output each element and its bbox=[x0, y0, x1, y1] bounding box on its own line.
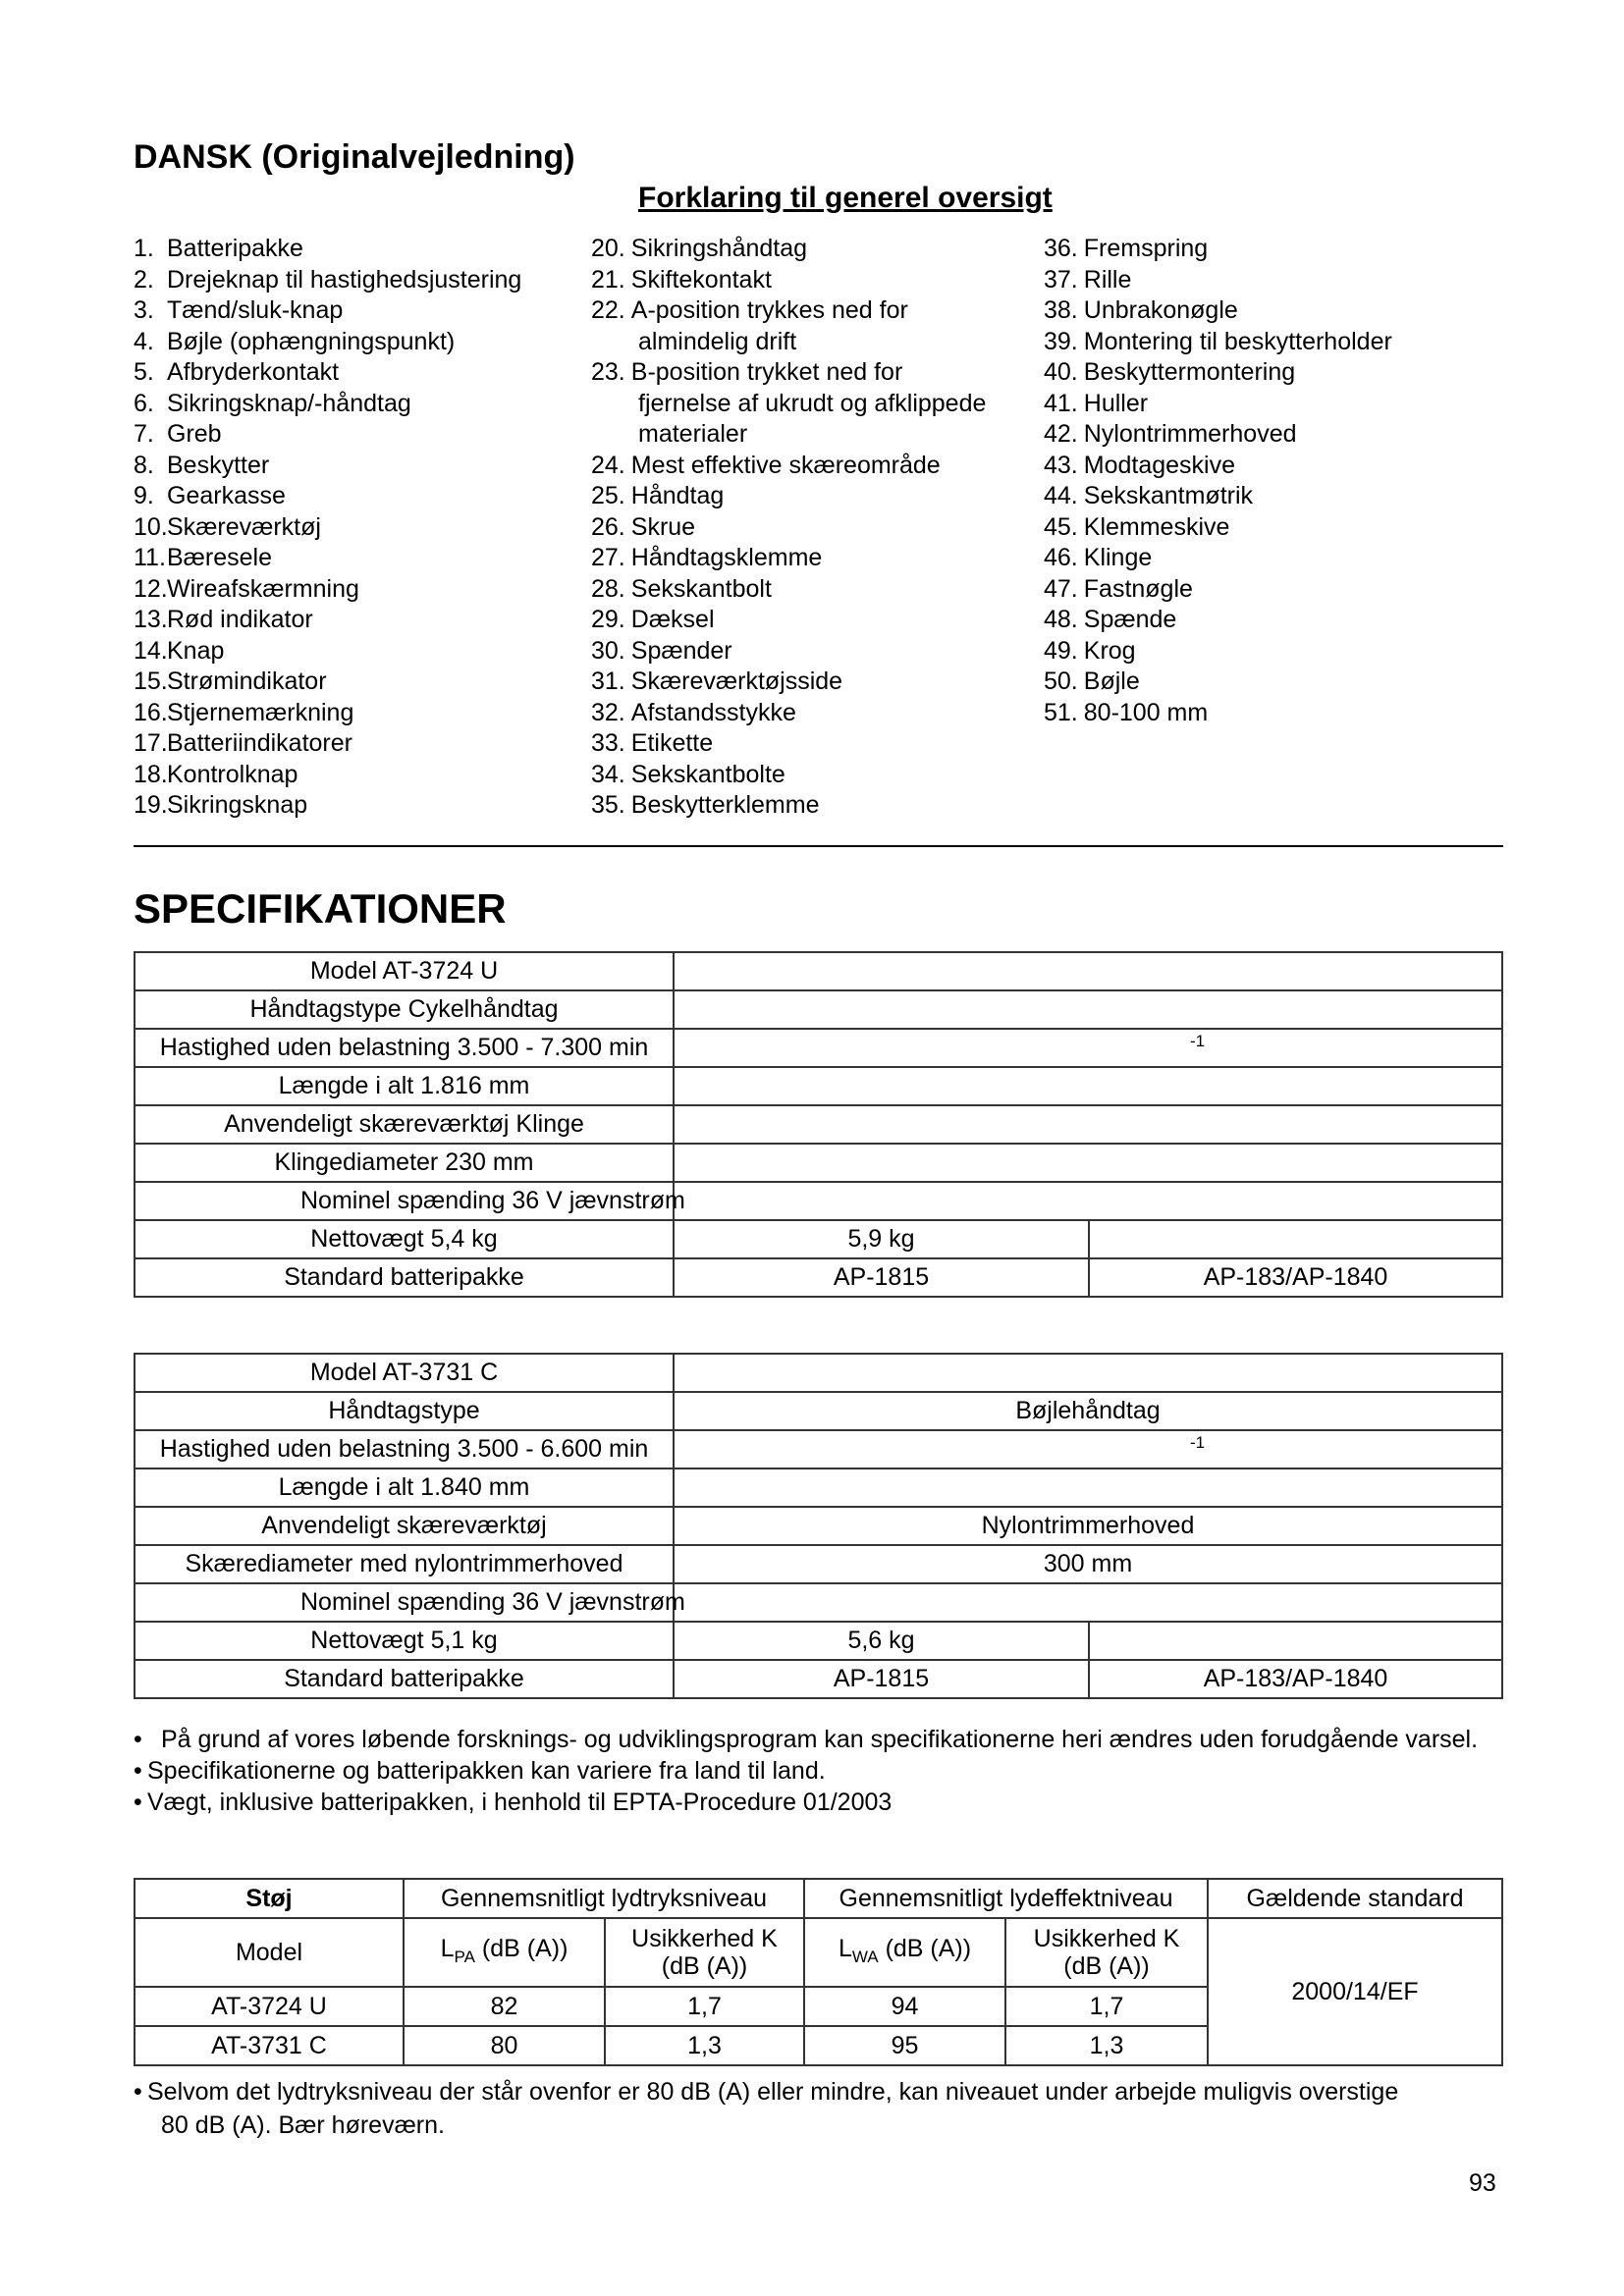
spec-row bbox=[135, 952, 1502, 990]
spec-row bbox=[135, 1583, 1502, 1622]
uncertainty-header-2: Usikkerhed K (dB (A)) bbox=[1005, 1918, 1208, 1987]
spec-speed: Hastighed uden belastning 3.500 - 6.600 min bbox=[135, 1430, 674, 1468]
legend-item: 31. Skæreværktøjsside bbox=[591, 667, 843, 695]
spec-row bbox=[135, 1545, 1502, 1583]
spec-row bbox=[135, 1507, 1502, 1545]
spec-speed: Hastighed uden belastning 3.500 - 7.300 min bbox=[135, 1029, 674, 1067]
legend-title: Forklaring til generel oversigt bbox=[638, 182, 1053, 214]
spec-row bbox=[135, 1029, 1502, 1067]
legend-item: 13. Rød indikator bbox=[134, 606, 313, 633]
legend-item: 1. Batteripakke bbox=[134, 235, 303, 262]
spec-row bbox=[135, 1258, 1502, 1297]
legend-item: 19. Sikringsknap bbox=[134, 791, 308, 819]
legend-item: 12. Wireafskærmning bbox=[134, 574, 359, 603]
spec-blade-diameter: Klingediameter 230 mm bbox=[135, 1144, 674, 1182]
spec-notes bbox=[134, 1724, 1508, 1818]
legend-item: 3. Tænd/sluk-knap bbox=[134, 296, 344, 324]
spec-voltage: Nominel spænding 36 V jævnstrøm bbox=[135, 1583, 674, 1622]
legend-item: 41. Huller bbox=[1044, 389, 1149, 417]
noise-row: AT-3731 C 80 1,3 95 1,3 bbox=[135, 2026, 1502, 2065]
legend-item: 26. Skrue bbox=[591, 512, 696, 541]
spec-battery-value-2: AP-183/AP-1840 bbox=[1089, 1660, 1502, 1698]
spec-handle-type: Håndtagstype Cykelhåndtag bbox=[135, 990, 674, 1029]
spec-row bbox=[135, 1067, 1502, 1105]
spec-cutting-tool-value: Nylontrimmerhoved bbox=[674, 1507, 1502, 1545]
legend-column-3 bbox=[1044, 234, 1535, 728]
legend-item: 22. A-position trykkes ned for bbox=[591, 296, 908, 324]
legend-item-continuation: fjernelse af ukrudt og afklippede bbox=[638, 389, 987, 417]
legend-item: 7. Greb bbox=[134, 420, 222, 448]
spec-battery-value-1: AP-1815 bbox=[674, 1660, 1089, 1698]
note-item: • Specifikationerne og batteripakken kan variere fra land til land. bbox=[134, 1757, 826, 1785]
legend-item: 38. Unbrakonøgle bbox=[1044, 296, 1238, 324]
legend-item: 34. Sekskantbolte bbox=[591, 760, 785, 788]
legend-item-continuation: almindelig drift bbox=[638, 327, 797, 355]
page-title: DANSK (Originalvejledning) bbox=[134, 138, 575, 176]
noise-header: Støj bbox=[135, 1879, 404, 1918]
bullet: • bbox=[134, 1757, 142, 1785]
legend-item: 18. Kontrolknap bbox=[134, 760, 298, 788]
noise-table bbox=[134, 1878, 1503, 2066]
legend-item: 23. B-position trykket ned for bbox=[591, 358, 903, 386]
spec-weight: Nettovægt 5,4 kg bbox=[135, 1220, 674, 1258]
legend-item: 50. Bøjle bbox=[1044, 667, 1140, 695]
spec-handle-type: Håndtagstype bbox=[135, 1392, 674, 1430]
legend-column-1 bbox=[134, 234, 566, 822]
legend-item: 37. Rille bbox=[1044, 265, 1132, 294]
legend-item: 5. Afbryderkontakt bbox=[134, 358, 340, 386]
legend-item: 9. Gearkasse bbox=[134, 482, 286, 509]
legend-item: 51. 80-100 mm bbox=[1044, 698, 1209, 726]
spec-row bbox=[135, 1144, 1502, 1182]
spec-weight-value: 5,9 kg bbox=[674, 1220, 1089, 1258]
noise-note: • Selvom det lydtryksniveau der står ovenfor er 80 dB (A) eller mindre, kan niveauet under arbejde muligvis overstige 80 dB (A). Bær høreværn. bbox=[134, 2075, 1508, 2142]
spec-table-at-3724u bbox=[134, 951, 1503, 1298]
legend-item: 44. Sekskantmøtrik bbox=[1044, 482, 1254, 509]
noise-row: AT-3724 U 82 1,7 94 1,7 bbox=[135, 1987, 1502, 2026]
spec-row bbox=[135, 990, 1502, 1029]
specifications-title: SPECIFIKATIONER bbox=[134, 885, 507, 932]
spec-battery: Standard batteripakke bbox=[135, 1660, 674, 1698]
legend-item: 15. Strømindikator bbox=[134, 667, 327, 695]
legend-item: 43. Modtageskive bbox=[1044, 451, 1236, 479]
legend-item: 30. Spænder bbox=[591, 636, 732, 665]
bullet: • bbox=[134, 1726, 142, 1753]
spec-cutting-tool: Anvendeligt skæreværktøj bbox=[135, 1507, 674, 1545]
legend-item: 46. Klinge bbox=[1044, 544, 1153, 571]
lwa-header: $L_{WA}$ (dB (A)) bbox=[804, 1918, 1005, 1987]
lpa-group-header: Gennemsnitligt lydtryksniveau bbox=[404, 1879, 804, 1918]
spec-cutting-tool: Anvendeligt skæreværktøj Klinge bbox=[135, 1105, 674, 1144]
legend-column-2 bbox=[591, 234, 1033, 822]
spec-weight: Nettovægt 5,1 kg bbox=[135, 1622, 674, 1660]
spec-model: Model AT-3731 C bbox=[135, 1354, 674, 1392]
spec-model: Model AT-3724 U bbox=[135, 952, 674, 990]
spec-length: Længde i alt 1.840 mm bbox=[135, 1468, 674, 1507]
legend-item: 33. Etikette bbox=[591, 729, 714, 757]
legend-item: 49. Krog bbox=[1044, 636, 1136, 665]
noise-subheader-row bbox=[135, 1918, 1502, 1987]
standard-value: 2000/14/EF bbox=[1208, 1918, 1502, 2065]
legend-item: 14. Knap bbox=[134, 636, 225, 665]
legend-item: 42. Nylontrimmerhoved bbox=[1044, 420, 1297, 448]
legend-item: 28. Sekskantbolt bbox=[591, 574, 772, 603]
spec-table-at-3731c bbox=[134, 1353, 1503, 1699]
legend-item: 39. Montering til beskytterholder bbox=[1044, 327, 1392, 355]
note-item: • Vægt, inklusive batteripakken, i henhold til EPTA-Procedure 01/2003 bbox=[134, 1789, 893, 1816]
legend-item: 40. Beskyttermontering bbox=[1044, 358, 1296, 386]
noise-header-row bbox=[135, 1879, 1502, 1918]
legend-item: 17. Batteriindikatorer bbox=[134, 729, 352, 757]
spec-row bbox=[135, 1105, 1502, 1144]
legend-item: 35. Beskytterklemme bbox=[591, 791, 820, 819]
spec-length: Længde i alt 1.816 mm bbox=[135, 1067, 674, 1105]
section-divider bbox=[134, 845, 1503, 847]
spec-row bbox=[135, 1622, 1502, 1660]
legend-item: 10. Skæreværktøj bbox=[134, 512, 321, 541]
legend-item: 27. Håndtagsklemme bbox=[591, 544, 823, 571]
speed-exponent: -1 bbox=[1190, 1032, 1206, 1050]
legend-item: 6. Sikringsknap/-håndtag bbox=[134, 389, 411, 417]
legend-item: 47. Fastnøgle bbox=[1044, 574, 1193, 603]
legend-item: 16. Stjernemærkning bbox=[134, 698, 354, 726]
speed-exponent: -1 bbox=[1190, 1433, 1206, 1452]
legend-item: 21. Skiftekontakt bbox=[591, 265, 772, 294]
spec-row bbox=[135, 1430, 1502, 1468]
lpa-header: $L_{PA}$ (dB (A)) bbox=[404, 1918, 605, 1987]
spec-battery: Standard batteripakke bbox=[135, 1258, 674, 1297]
legend-item: 8. Beskytter bbox=[134, 451, 270, 479]
legend-item: 48. Spænde bbox=[1044, 606, 1177, 633]
spec-battery-value-2: AP-183/AP-1840 bbox=[1089, 1258, 1502, 1297]
spec-cutting-diameter: Skærediameter med nylontrimmerhoved bbox=[135, 1545, 674, 1583]
legend-item: 4. Bøjle (ophængningspunkt) bbox=[134, 327, 456, 355]
spec-handle-value: Bøjlehåndtag bbox=[674, 1392, 1502, 1430]
spec-voltage: Nominel spænding 36 V jævnstrøm bbox=[135, 1182, 674, 1220]
spec-row bbox=[135, 1354, 1502, 1392]
bullet: • bbox=[134, 1789, 142, 1816]
legend-item: 45. Klemmeskive bbox=[1044, 512, 1230, 541]
model-header: Model bbox=[135, 1918, 404, 1987]
standard-header: Gældende standard bbox=[1208, 1879, 1502, 1918]
legend-item: 25. Håndtag bbox=[591, 482, 725, 509]
spec-row bbox=[135, 1660, 1502, 1698]
legend-item: 20. Sikringshåndtag bbox=[591, 235, 808, 262]
legend-item: 32. Afstandsstykke bbox=[591, 698, 796, 726]
uncertainty-header-1: Usikkerhed K (dB (A)) bbox=[605, 1918, 804, 1987]
note-item: • På grund af vores løbende forsknings- og udviklingsprogram kan specifikationerne heri ændres uden forudgående varsel. bbox=[134, 1726, 1479, 1753]
legend-item: 24. Mest effektive skæreområde bbox=[591, 451, 941, 479]
spec-battery-value-1: AP-1815 bbox=[674, 1258, 1089, 1297]
page-number: 93 bbox=[1469, 2169, 1496, 2197]
spec-weight-value: 5,6 kg bbox=[674, 1622, 1089, 1660]
spec-row bbox=[135, 1220, 1502, 1258]
legend-item: 11. Bæresele bbox=[134, 544, 272, 571]
spec-row bbox=[135, 1392, 1502, 1430]
spec-cutting-diameter-value: 300 mm bbox=[674, 1545, 1502, 1583]
bullet: • bbox=[134, 2078, 142, 2106]
legend-item-continuation: materialer bbox=[638, 420, 748, 448]
legend-item: 36. Fremspring bbox=[1044, 235, 1209, 262]
spec-row bbox=[135, 1468, 1502, 1507]
legend-item: 29. Dæksel bbox=[591, 606, 715, 633]
spec-row bbox=[135, 1182, 1502, 1220]
legend-item: 2. Drejeknap til hastighedsjustering bbox=[134, 265, 522, 294]
lwa-group-header: Gennemsnitligt lydeffektniveau bbox=[804, 1879, 1208, 1918]
